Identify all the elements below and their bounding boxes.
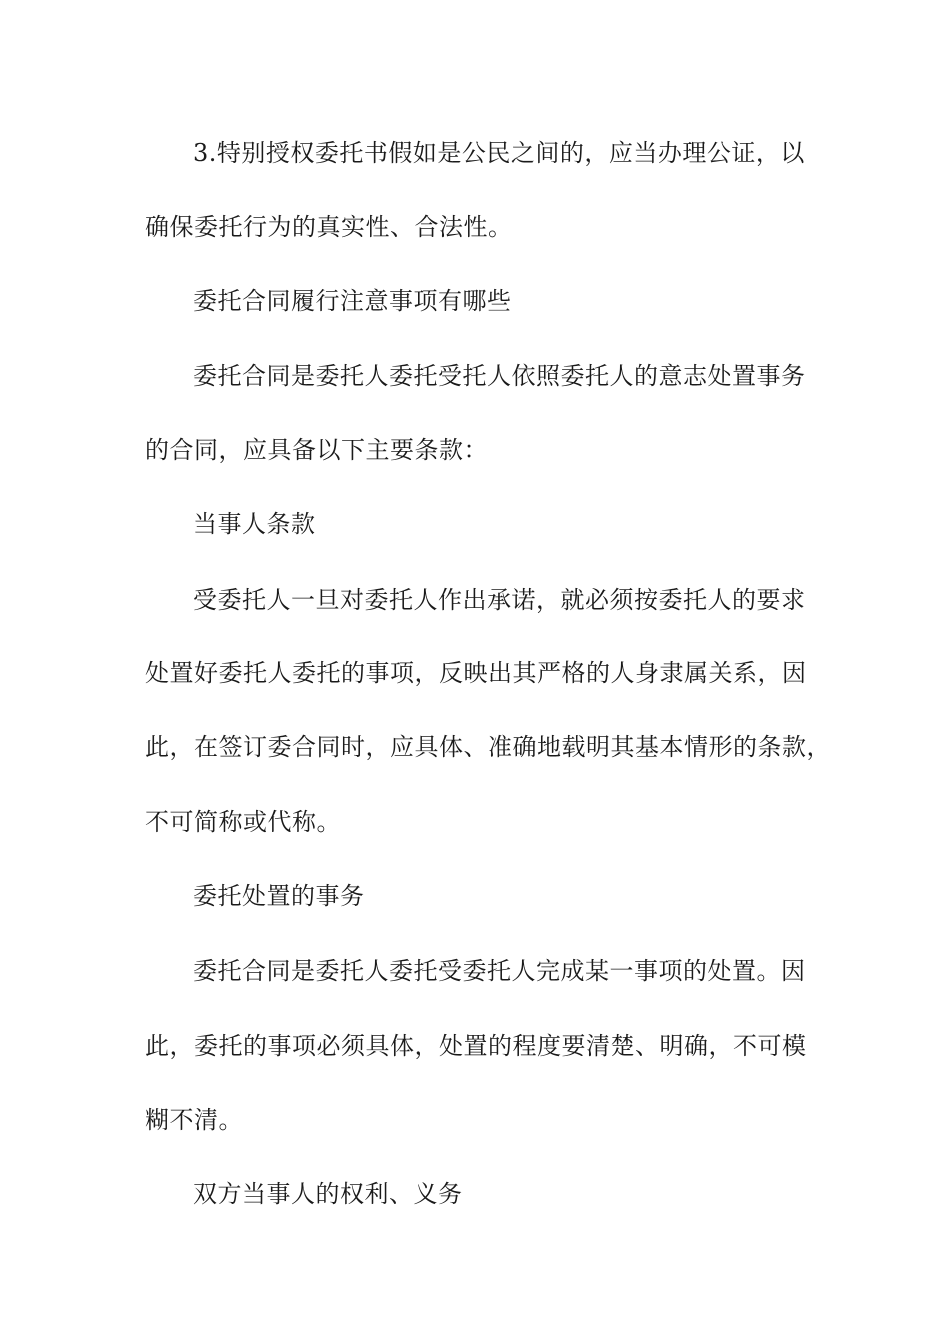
paragraph-line: 此，委托的事项必须具体，处置的程度要清楚、明确，不可模	[145, 1032, 807, 1060]
paragraph-line: 受委托人一旦对委托人作出承诺，就必须按委托人的要求	[193, 586, 806, 614]
paragraph-line: 处置好委托人委托的事项，反映出其严格的人身隶属关系，因	[145, 659, 807, 687]
paragraph-line: 委托合同是委托人委托受托人依照委托人的意志处置事务	[193, 362, 806, 390]
paragraph-line: 3.特别授权委托书假如是公民之间的，应当办理公证，以	[193, 139, 805, 167]
paragraph-line: 糊不清。	[145, 1106, 243, 1134]
section-heading: 委托合同履行注意事项有哪些	[193, 287, 512, 315]
section-heading: 委托处置的事务	[193, 882, 365, 910]
section-heading: 当事人条款	[193, 510, 316, 538]
paragraph-line: 委托合同是委托人委托受委托人完成某一事项的处置。因	[193, 957, 806, 985]
section-heading: 双方当事人的权利、义务	[193, 1180, 463, 1208]
paragraph-line: 的合同，应具备以下主要条款：	[145, 436, 488, 464]
paragraph-line: 确保委托行为的真实性、合法性。	[145, 213, 513, 241]
paragraph-line: 不可简称或代称。	[145, 808, 341, 836]
paragraph-line: 此，在签订委合同时，应具体、准确地载明其基本情形的条款，	[145, 733, 831, 761]
